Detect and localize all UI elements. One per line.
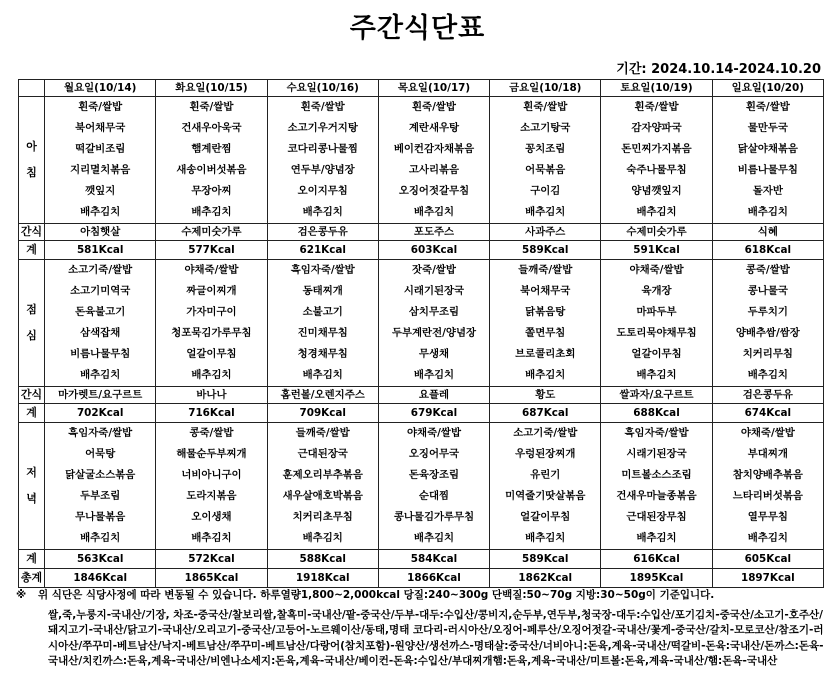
menu-item: 배추김치 (302, 369, 343, 381)
lunch-label-char: 심 (26, 329, 37, 342)
menu-item: 흰죽/쌀밥 (745, 101, 790, 113)
lunch-snack-row-cell: 검은콩두유 (712, 387, 823, 404)
dinner-cell (156, 423, 267, 550)
dinner-cell (45, 423, 156, 550)
menu-item: 꽁치조림 (525, 143, 566, 155)
menu-item: 비름나물무침 (737, 164, 798, 176)
lunch-cell (156, 260, 267, 387)
menu-item: 비름나물무침 (70, 348, 131, 360)
menu-item: 소고기죽/쌀밥 (68, 264, 133, 276)
corner-cell (19, 80, 45, 97)
breakfast-cell (378, 97, 489, 224)
menu-item: 우렁된장찌개 (515, 448, 576, 460)
breakfast-cell (712, 97, 823, 224)
menu-item: 닭볶음탕 (525, 306, 566, 318)
menu-item: 배추김치 (747, 532, 788, 544)
dinner-kcal-row-cell: 605Kcal (712, 550, 823, 569)
lunch-snack-row-label: 간식 (19, 387, 45, 404)
dinner-cell (601, 423, 712, 550)
menu-item: 배추김치 (525, 369, 566, 381)
menu-item: 얼갈이무침 (520, 511, 571, 523)
menu-item: 배추김치 (302, 206, 343, 218)
menu-item: 흰죽/쌀밥 (189, 101, 234, 113)
menu-item: 무나물볶음 (75, 511, 126, 523)
breakfast-label-char: 침 (26, 166, 37, 179)
lunch-kcal-row-cell: 679Kcal (378, 404, 489, 423)
menu-item: 오징어무국 (408, 448, 460, 460)
menu-item: 두부계란전/양념장 (391, 327, 477, 339)
menu-item: 건새우아욱국 (181, 122, 242, 134)
breakfast-kcal-row-cell: 603Kcal (378, 241, 489, 260)
day-header-row (19, 80, 824, 97)
breakfast-snack-row-cell: 식혜 (712, 224, 823, 241)
dinner-kcal-row (19, 550, 824, 569)
menu-item: 흑임자죽/쌀밥 (290, 264, 355, 276)
lunch-kcal-row-cell: 716Kcal (156, 404, 267, 423)
menu-item: 숙주나물무침 (626, 164, 687, 176)
menu-item: 지리멸치볶음 (70, 164, 131, 176)
breakfast-cell (601, 97, 712, 224)
menu-item: 도토리묵야채무침 (616, 327, 697, 339)
menu-item: 마파두부 (636, 306, 677, 318)
dinner-kcal-row-cell: 563Kcal (45, 550, 156, 569)
lunch-cell (378, 260, 489, 387)
menu-item: 근대된장국 (297, 448, 348, 460)
menu-item: 물만두국 (747, 122, 788, 134)
menu-item: 흰죽/쌀밥 (634, 101, 679, 113)
menu-item: 새송이버섯볶음 (176, 164, 247, 176)
menu-item: 얼갈이무침 (631, 348, 682, 360)
dinner-kcal-row-cell: 589Kcal (490, 550, 601, 569)
menu-item: 소고기죽/쌀밥 (513, 427, 578, 439)
menu-item: 배추김치 (636, 532, 677, 544)
menu-item: 열무무침 (747, 511, 788, 523)
dinner-cell (267, 423, 378, 550)
menu-item: 배추김치 (302, 532, 343, 544)
lunch-cell (601, 260, 712, 387)
menu-item: 치커리무침 (742, 348, 793, 360)
menu-item: 닭살야채볶음 (737, 143, 798, 155)
menu-item: 연두부/양념장 (290, 164, 355, 176)
total-kcal-row-cell: 1865Kcal (156, 569, 267, 588)
menu-item: 흰죽/쌀밥 (300, 101, 345, 113)
lunch-row (19, 260, 824, 387)
lunch-snack-row-cell: 쌀과자/요구르트 (601, 387, 712, 404)
day-header: 일요일(10/20) (712, 80, 823, 97)
menu-item: 콩나물국 (747, 285, 788, 297)
menu-item: 무생채 (418, 348, 450, 360)
breakfast-row (19, 97, 824, 224)
dinner-label (19, 423, 45, 550)
menu-item: 근대된장무침 (626, 511, 687, 523)
menu-item: 흰죽/쌀밥 (523, 101, 568, 113)
weekly-menu-table (18, 79, 824, 588)
menu-item: 어묵볶음 (525, 164, 566, 176)
menu-item: 감자양파국 (631, 122, 682, 134)
menu-item: 훈제오리부추볶음 (282, 469, 363, 481)
lunch-kcal-row-label: 계 (19, 404, 45, 423)
menu-item: 배추김치 (636, 206, 677, 218)
dinner-label-char: 저 (26, 466, 37, 480)
menu-item: 유린기 (530, 469, 561, 481)
menu-item: 들깨죽/쌀밥 (295, 427, 350, 439)
menu-item: 깻잎지 (85, 185, 116, 197)
menu-item: 야채죽/쌀밥 (184, 264, 239, 276)
menu-item: 너비아니구이 (181, 469, 242, 481)
breakfast-label (19, 97, 45, 224)
menu-item: 구이김 (530, 185, 561, 197)
note-star: ※ (16, 589, 27, 601)
menu-item: 배추김치 (747, 206, 788, 218)
menu-item: 콩죽/쌀밥 (745, 264, 790, 276)
total-kcal-row-cell: 1866Kcal (378, 569, 489, 588)
menu-item: 해물순두부찌개 (176, 448, 247, 460)
menu-item: 얼갈이무침 (186, 348, 237, 360)
menu-item: 소고기탕국 (520, 122, 571, 134)
menu-item: 배추김치 (413, 532, 455, 544)
menu-item: 두루치기 (747, 306, 788, 318)
lunch-label-char: 점 (26, 303, 37, 317)
menu-item: 돈육불고기 (75, 306, 126, 318)
breakfast-kcal-row-label: 계 (19, 241, 45, 260)
menu-item: 배추김치 (747, 369, 788, 381)
menu-item: 소고기우거지탕 (287, 122, 358, 134)
lunch-kcal-row-cell: 709Kcal (267, 404, 378, 423)
lunch-snack-row-cell: 홈런볼/오렌지주스 (267, 387, 378, 404)
breakfast-snack-row-cell: 수제미숫가루 (601, 224, 712, 241)
menu-item: 부대찌개 (747, 448, 788, 460)
menu-item: 들깨죽/쌀밥 (518, 264, 573, 276)
menu-item: 베이컨감자채볶음 (393, 143, 475, 155)
day-header: 토요일(10/19) (601, 80, 712, 97)
menu-item: 삼치무조림 (408, 306, 460, 318)
notes (16, 588, 824, 670)
menu-item: 쫄면무침 (525, 327, 566, 339)
page-title: 주간식단표 (349, 13, 486, 44)
menu-item: 삼색잡채 (80, 327, 121, 339)
menu-item: 청포묵김가루무침 (171, 327, 252, 339)
day-header: 수요일(10/16) (267, 80, 378, 97)
breakfast-snack-row (19, 224, 824, 241)
breakfast-kcal-row-cell: 621Kcal (267, 241, 378, 260)
breakfast-snack-row-cell: 포도주스 (378, 224, 489, 241)
breakfast-snack-row-cell: 사과주스 (490, 224, 601, 241)
menu-item: 배추김치 (80, 206, 121, 218)
menu-item: 도라지볶음 (186, 490, 237, 502)
menu-item: 배추김치 (80, 369, 121, 381)
lunch-kcal-row-cell: 688Kcal (601, 404, 712, 423)
breakfast-kcal-row-cell: 591Kcal (601, 241, 712, 260)
menu-item: 두부조림 (80, 490, 121, 502)
notes-text: 위 식단은 식당사정에 따라 변동될 수 있습니다. 하루열량1,800~2,000kcal 당질:240~300g 단백질:50~70g 지방:30~50g이 기준입니다. (38, 589, 715, 601)
menu-item: 햄계란찜 (191, 143, 232, 155)
menu-item: 느타리버섯볶음 (732, 490, 803, 502)
day-header: 금요일(10/18) (490, 80, 601, 97)
breakfast-cell (156, 97, 267, 224)
menu-item: 짜글이찌개 (186, 285, 237, 297)
menu-item: 미역줄기땃살볶음 (505, 490, 586, 502)
lunch-label (19, 260, 45, 387)
breakfast-kcal-row-cell: 581Kcal (45, 241, 156, 260)
menu-item: 무장아찌 (191, 185, 232, 197)
dinner-cell (490, 423, 601, 550)
menu-item: 오이생채 (191, 511, 232, 523)
menu-item: 돈민찌가지볶음 (621, 143, 692, 155)
menu-item: 콩죽/쌀밥 (189, 427, 234, 439)
menu-item: 배추김치 (525, 206, 566, 218)
menu-item: 배추김치 (413, 206, 455, 218)
breakfast-snack-row-cell: 아침햇살 (45, 224, 156, 241)
menu-item: 배추김치 (80, 532, 121, 544)
menu-item: 배추김치 (413, 369, 455, 381)
lunch-cell (267, 260, 378, 387)
dinner-cell (378, 423, 489, 550)
menu-item: 오징어젓갈무침 (398, 185, 470, 197)
menu-item: 가자미구이 (186, 306, 237, 318)
lunch-snack-row-cell: 바나나 (156, 387, 267, 404)
total-kcal-row-cell: 1918Kcal (267, 569, 378, 588)
lunch-cell (45, 260, 156, 387)
menu-item: 배추김치 (191, 206, 232, 218)
lunch-kcal-row-cell: 674Kcal (712, 404, 823, 423)
dinner-kcal-row-label: 계 (19, 550, 45, 569)
menu-item: 배추김치 (191, 532, 232, 544)
dinner-kcal-row-cell: 584Kcal (378, 550, 489, 569)
lunch-cell (712, 260, 823, 387)
menu-item: 참치양배추볶음 (732, 469, 803, 481)
menu-item: 고사리볶음 (408, 164, 460, 176)
menu-item: 동태찌개 (302, 285, 343, 297)
menu-item: 코다리콩나물찜 (287, 143, 358, 155)
menu-item: 흑임자죽/쌀밥 (624, 427, 689, 439)
lunch-cell (490, 260, 601, 387)
lunch-kcal-row-cell: 702Kcal (45, 404, 156, 423)
menu-item: 배추김치 (636, 369, 677, 381)
dinner-kcal-row-cell: 616Kcal (601, 550, 712, 569)
menu-item: 돌자반 (752, 185, 783, 197)
breakfast-cell (45, 97, 156, 224)
breakfast-snack-row-cell: 검은콩두유 (267, 224, 378, 241)
day-header: 화요일(10/15) (156, 80, 267, 97)
lunch-kcal-row-cell: 687Kcal (490, 404, 601, 423)
menu-item: 배추김치 (525, 532, 566, 544)
menu-item: 진미채무침 (297, 327, 348, 339)
menu-item: 새우살애호박볶음 (282, 490, 363, 502)
menu-item: 배추김치 (191, 369, 232, 381)
breakfast-kcal-row-cell: 577Kcal (156, 241, 267, 260)
lunch-kcal-row (19, 404, 824, 423)
total-kcal-row-cell: 1846Kcal (45, 569, 156, 588)
menu-item: 흰죽/쌀밥 (412, 101, 456, 113)
dinner-label-char: 녁 (26, 492, 37, 505)
menu-item: 소고기미역국 (70, 285, 131, 297)
menu-item: 오이지무침 (297, 185, 348, 197)
menu-item: 브로콜리초회 (515, 348, 576, 360)
total-kcal-row-cell: 1895Kcal (601, 569, 712, 588)
breakfast-kcal-row-cell: 589Kcal (490, 241, 601, 260)
menu-item: 건새우마늘종볶음 (616, 490, 697, 502)
menu-item: 흑임자죽/쌀밥 (68, 427, 133, 439)
menu-item: 야채죽/쌀밥 (407, 427, 461, 439)
total-kcal-row-cell: 1897Kcal (712, 569, 823, 588)
menu-item: 야채죽/쌀밥 (629, 264, 684, 276)
total-kcal-row-cell: 1862Kcal (490, 569, 601, 588)
origin-info: 쌀,죽,누룽지-국내산/기장, 차조-중국산/찰보리쌀,찰흑미-국내산/팥-중국산/두부-대두:수입산/콩비지,순두부,연두부,청국장-대두:수입산/포기김치-중국산/소고기-호주산/돼지고기-국내산/닭고기-국내산/오리고기-중국산/고등어-노르웨이산/동태,명태 코다리-러시아산/오징어-페루산/오징어젓갈-국내산/꽃게-중국산/갈치-모로코산/참조기-러시아산/쭈꾸미-베트남산/낙지-베트남산/쭈꾸미-베트남산/다랑어(참치포함)-원양산/생선까스-명태살:중국산/너비아니:돈육,계육-국내산/떡갈비-돈육:국내산/돈까스:돈육-국내산/치킨까스:돈육,계육-국내산/비엔나소세지:돈육,계육-국내산/베이컨-돈육:수입산/부대찌개햄:돈육,계육-국내산/미트볼:돈육,계육-국내산/햄:돈육-국내산 (48, 608, 824, 667)
dinner-kcal-row-cell: 588Kcal (267, 550, 378, 569)
lunch-snack-row-cell: 황도 (490, 387, 601, 404)
day-header: 목요일(10/17) (378, 80, 489, 97)
breakfast-label-char: 아 (26, 140, 37, 154)
breakfast-snack-row-cell: 수제미숫가루 (156, 224, 267, 241)
menu-item: 순대찜 (418, 490, 450, 502)
breakfast-kcal-row-cell: 618Kcal (712, 241, 823, 260)
menu-item: 청경채무침 (297, 348, 348, 360)
dinner-cell (712, 423, 823, 550)
menu-item: 북어채무국 (520, 285, 571, 297)
notes-line (16, 588, 824, 604)
lunch-snack-row (19, 387, 824, 404)
breakfast-snack-row-label: 간식 (19, 224, 45, 241)
menu-item: 계란새우탕 (408, 122, 460, 134)
menu-item: 흰죽/쌀밥 (78, 101, 123, 113)
menu-item: 육개장 (641, 285, 672, 297)
menu-item: 북어채무국 (75, 122, 126, 134)
total-kcal-row-label: 총계 (19, 569, 45, 588)
breakfast-kcal-row (19, 241, 824, 260)
lunch-snack-row-cell: 요플레 (378, 387, 489, 404)
menu-item: 시래기된장국 (626, 448, 687, 460)
menu-item: 미트볼소스조림 (621, 469, 692, 481)
menu-item: 소불고기 (302, 306, 343, 318)
menu-item: 시래기된장국 (403, 285, 465, 297)
menu-item: 잣죽/쌀밥 (412, 264, 456, 276)
menu-item: 떡갈비조림 (75, 143, 126, 155)
breakfast-cell (490, 97, 601, 224)
menu-item: 콩나물김가루무침 (393, 511, 475, 523)
breakfast-cell (267, 97, 378, 224)
period-label: 기간: 2024.10.14-2024.10.20 (616, 62, 821, 77)
total-kcal-row (19, 569, 824, 588)
menu-item: 야채죽/쌀밥 (740, 427, 795, 439)
dinner-kcal-row-cell: 572Kcal (156, 550, 267, 569)
menu-item: 치커리초무침 (292, 511, 353, 523)
menu-item: 어묵탕 (85, 448, 116, 460)
menu-item: 닭살굴소스볶음 (65, 469, 136, 481)
menu-item: 양념깻잎지 (631, 185, 682, 197)
menu-item: 돈육장조림 (408, 469, 460, 481)
lunch-snack-row-cell: 마가렛트/요구르트 (45, 387, 156, 404)
day-header: 월요일(10/14) (45, 80, 156, 97)
dinner-row (19, 423, 824, 550)
menu-item: 양배추쌈/쌈장 (735, 327, 800, 339)
